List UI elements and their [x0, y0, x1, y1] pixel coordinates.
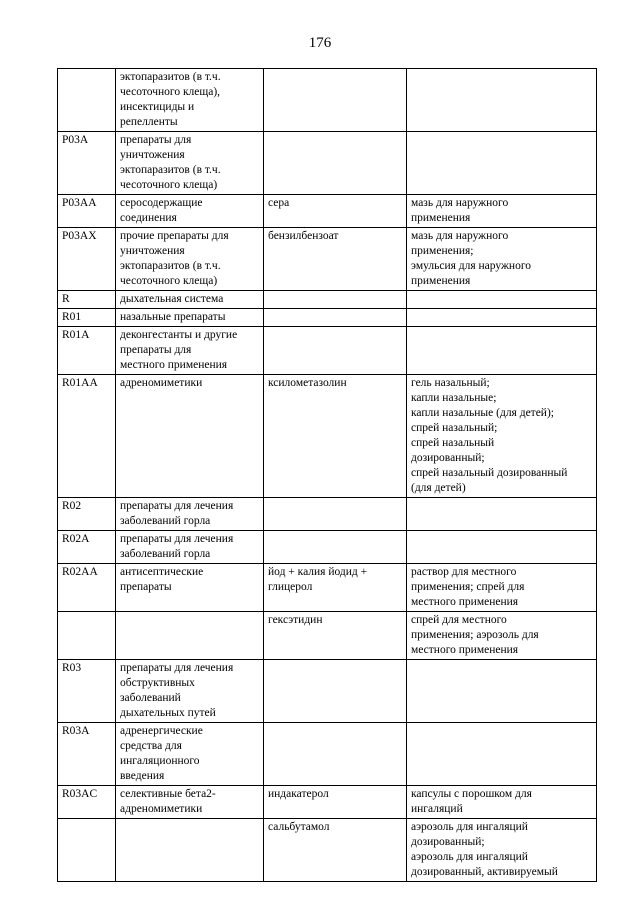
table-row — [58, 660, 597, 723]
group-cell: препараты для лечения обструктивных заболеваний дыхательных путей — [116, 660, 264, 723]
atc-code-cell: R01AA — [58, 375, 116, 498]
group-cell: препараты для лечения заболеваний горла — [116, 531, 264, 564]
group-cell: эктопаразитов (в т.ч. чесоточного клеща), инсектициды и репелленты — [116, 69, 264, 132]
table-row — [58, 612, 597, 660]
dosage-form-cell — [407, 531, 597, 564]
atc-code-cell: R02AA — [58, 564, 116, 612]
atc-code-cell: R01A — [58, 327, 116, 375]
group-cell: дыхательная система — [116, 291, 264, 309]
table-row — [58, 531, 597, 564]
substance-cell — [264, 498, 407, 531]
table-row — [58, 195, 597, 228]
group-cell: селективные бета2- адреномиметики — [116, 786, 264, 819]
substance-cell: сальбутамол — [264, 819, 407, 882]
table-row — [58, 132, 597, 195]
substance-cell: бензилбензоат — [264, 228, 407, 291]
atc-code-cell: P03AX — [58, 228, 116, 291]
group-cell — [116, 612, 264, 660]
atc-code-cell — [58, 69, 116, 132]
atc-code-cell: R02 — [58, 498, 116, 531]
substance-cell — [264, 291, 407, 309]
atc-code-cell: P03A — [58, 132, 116, 195]
table-row — [58, 564, 597, 612]
page-number: 176 — [308, 35, 332, 51]
dosage-form-cell: капсулы с порошком для ингаляций — [407, 786, 597, 819]
dosage-form-cell — [407, 660, 597, 723]
group-cell: назальные препараты — [116, 309, 264, 327]
substance-cell — [264, 69, 407, 132]
group-cell: препараты для уничтожения эктопаразитов (в т.ч. чесоточного клеща) — [116, 132, 264, 195]
table-row — [58, 819, 597, 882]
dosage-form-cell — [407, 723, 597, 786]
atc-code-cell: R02A — [58, 531, 116, 564]
substance-cell — [264, 327, 407, 375]
drug-table — [57, 68, 597, 882]
atc-code-cell — [58, 819, 116, 882]
dosage-form-cell — [407, 498, 597, 531]
group-cell: прочие препараты для уничтожения эктопаразитов (в т.ч. чесоточного клеща) — [116, 228, 264, 291]
atc-code-cell: R — [58, 291, 116, 309]
table-row — [58, 69, 597, 132]
dosage-form-cell: гель назальный; капли назальные; капли назальные (для детей); спрей назальный; спрей назальный дозированный; спрей назальный дозированный (для детей) — [407, 375, 597, 498]
table-row — [58, 291, 597, 309]
table-row — [58, 786, 597, 819]
dosage-form-cell — [407, 291, 597, 309]
substance-cell: сера — [264, 195, 407, 228]
atc-code-cell: R01 — [58, 309, 116, 327]
group-cell: серосодержащие соединения — [116, 195, 264, 228]
substance-cell — [264, 132, 407, 195]
table-row — [58, 498, 597, 531]
dosage-form-cell: раствор для местного применения; спрей для местного применения — [407, 564, 597, 612]
substance-cell — [264, 531, 407, 564]
table-row — [58, 327, 597, 375]
dosage-form-cell — [407, 309, 597, 327]
group-cell: деконгестанты и другие препараты для местного применения — [116, 327, 264, 375]
dosage-form-cell — [407, 69, 597, 132]
substance-cell: ксилометазолин — [264, 375, 407, 498]
atc-code-cell: R03AC — [58, 786, 116, 819]
dosage-form-cell: аэрозоль для ингаляций дозированный; аэрозоль для ингаляций дозированный, активируемый — [407, 819, 597, 882]
dosage-form-cell: мазь для наружного применения — [407, 195, 597, 228]
group-cell: адренергические средства для ингаляционного введения — [116, 723, 264, 786]
substance-cell — [264, 309, 407, 327]
atc-code-cell: R03A — [58, 723, 116, 786]
group-cell: препараты для лечения заболеваний горла — [116, 498, 264, 531]
atc-code-cell: R03 — [58, 660, 116, 723]
substance-cell: индакатерол — [264, 786, 407, 819]
substance-cell: йод + калия йодид + глицерол — [264, 564, 407, 612]
dosage-form-cell — [407, 327, 597, 375]
table-row — [58, 228, 597, 291]
atc-code-cell: P03AA — [58, 195, 116, 228]
dosage-form-cell — [407, 132, 597, 195]
table-row — [58, 375, 597, 498]
atc-code-cell — [58, 612, 116, 660]
table-row — [58, 723, 597, 786]
group-cell: антисептические препараты — [116, 564, 264, 612]
substance-cell — [264, 660, 407, 723]
dosage-form-cell: спрей для местного применения; аэрозоль для местного применения — [407, 612, 597, 660]
substance-cell — [264, 723, 407, 786]
substance-cell: гексэтидин — [264, 612, 407, 660]
table-row — [58, 309, 597, 327]
dosage-form-cell: мазь для наружного применения; эмульсия для наружного применения — [407, 228, 597, 291]
group-cell: адреномиметики — [116, 375, 264, 498]
group-cell — [116, 819, 264, 882]
